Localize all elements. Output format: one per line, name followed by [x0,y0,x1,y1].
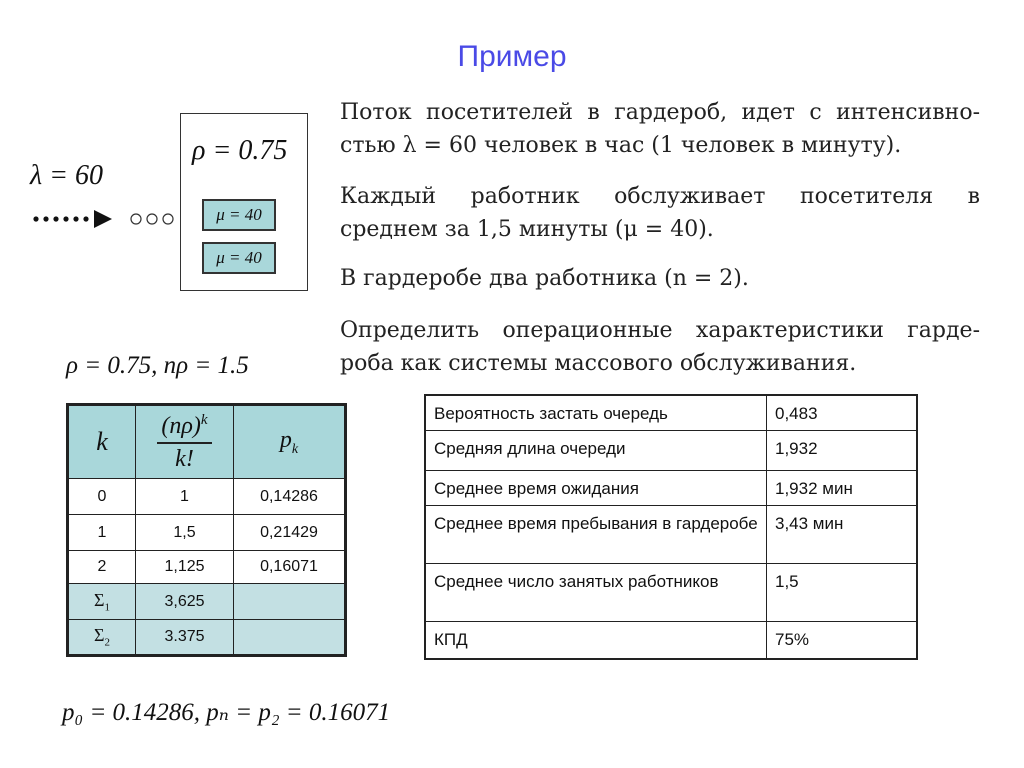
sigma-symbol: Σ [94,625,105,646]
results-table [424,394,918,660]
table-row [425,470,917,505]
term-cell: 1,5 [136,515,234,551]
sigma-symbol: Σ [94,589,105,610]
frac-exponent: k [200,411,208,428]
paragraph-4-line-2: роба как системы массового обслуживания. [340,351,857,376]
sum-row-1 [68,584,346,620]
sum-label [68,584,136,620]
frac-denominator: k! [175,445,194,472]
server-2: μ = 40 [202,242,276,274]
paragraph-1 [340,96,980,162]
paragraph-3-line-1: В гардеробе два работника (n = 2). [340,266,749,291]
dotted-arrow-icon [33,210,112,228]
p-cell: 0,14286 [234,479,346,515]
result-value: 3,43 мин [767,505,918,563]
result-label: Среднее число занятых работников [425,563,767,621]
term-cell: 1 [136,479,234,515]
queue-diagram [32,206,182,232]
rho-label: ρ = 0.75 [192,135,288,166]
result-label: Вероятность застать очередь [425,395,767,430]
term-cell: 1,125 [136,551,234,584]
sum-label [68,620,136,656]
header-p-sub: k [291,441,299,457]
paragraph-2-line-1: Каждый работник обслуживает посетителя в [340,184,980,209]
paragraph-3 [340,262,980,295]
result-label: Среднее время ожидания [425,470,767,505]
result-value: 0,483 [767,395,918,430]
table-row [425,395,917,430]
table-row [425,505,917,563]
header-fraction [136,405,234,479]
slide-title: Пример [457,40,567,73]
table-row [425,621,917,659]
paragraph-2 [340,180,980,246]
result-value: 1,932 [767,430,918,470]
header-pk [234,405,346,479]
rho-n-rho-line: ρ = 0.75, nρ = 1.5 [66,352,249,379]
server-1: μ = 40 [202,199,276,231]
table-row [68,515,346,551]
frac-numerator: (nρ) [161,412,201,439]
result-label: КПД [425,621,767,659]
header-p: p [279,426,292,453]
sigma-sub: 1 [104,601,110,614]
result-label: Средняя длина очереди [425,430,767,470]
sum-p-cell [234,584,346,620]
result-value: 75% [767,621,918,659]
sum-value: 3.375 [136,620,234,656]
k-cell: 1 [68,515,136,551]
p-cell: 0,21429 [234,515,346,551]
k-table [66,403,347,657]
sum-row-2 [68,620,346,656]
table-row [68,551,346,584]
k-cell: 2 [68,551,136,584]
paragraph-2-line-2: среднем за 1,5 минуты (μ = 40). [340,217,714,242]
p0-pn-line: p₀ = 0.14286, pₙ = p₂ = 0.16071 [62,699,391,726]
paragraph-1-line-1: Поток посетителей в гардероб, идет с интенсивно- [340,100,980,125]
result-value: 1,5 [767,563,918,621]
header-k: k [68,405,136,479]
paragraph-4 [340,314,980,380]
result-label: Среднее время пребывания в гардеробе [425,505,767,563]
paragraph-1-line-2: стью λ = 60 человек в час (1 человек в минуту). [340,133,902,158]
table-row [425,430,917,470]
sigma-sub: 2 [104,636,110,649]
sum-p-cell [234,620,346,656]
table-row [68,479,346,515]
paragraph-4-line-1: Определить операционные характеристики гарде- [340,318,980,343]
p-cell: 0,16071 [234,551,346,584]
lambda-label: λ = 60 [30,160,104,191]
sum-value: 3,625 [136,584,234,620]
table-row [425,563,917,621]
k-table-header [68,405,346,479]
k-cell: 0 [68,479,136,515]
result-value: 1,932 мин [767,470,918,505]
queue-circles-icon [131,214,173,224]
